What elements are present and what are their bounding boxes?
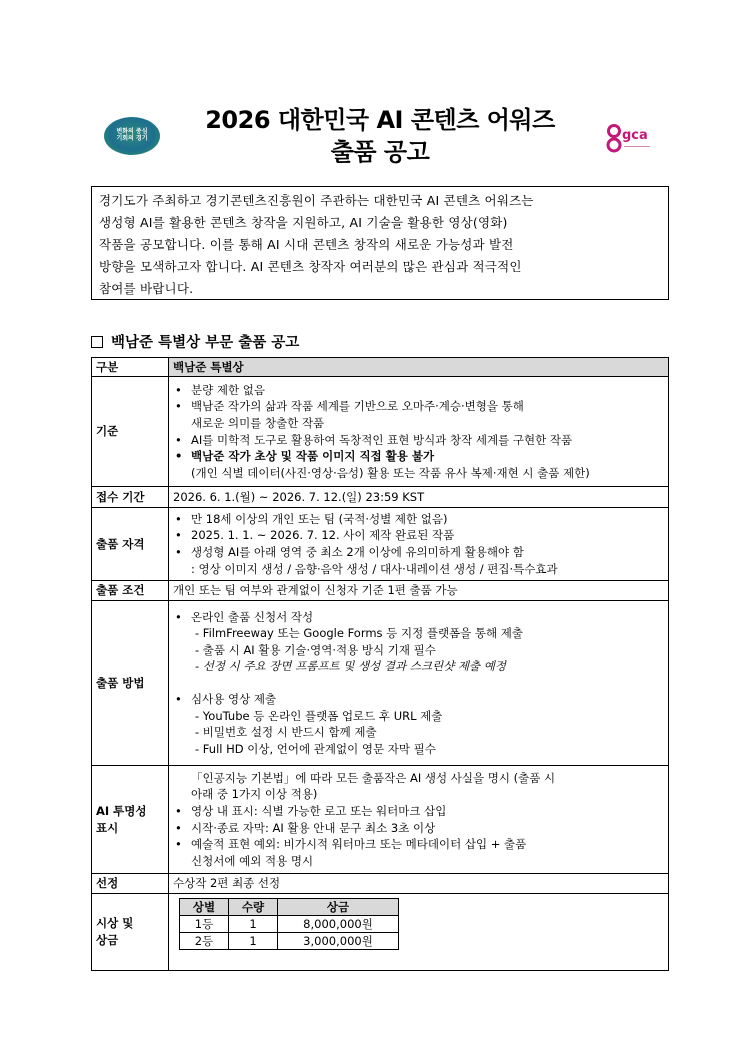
prize-amount: 3,000,000원 [278,933,399,950]
gca-logo [604,120,660,156]
prize-col-header: 상금 [278,899,399,916]
table-row [180,933,399,950]
method-content [169,601,669,766]
prize-amount: 8,000,000원 [278,916,399,933]
section-heading [91,331,299,352]
condition-row [92,581,669,601]
eligibility-note: : 영상 이미지 생성 / 음향·음악 생성 / 대사·내레이션 생성 / 편집·특수효과 [191,561,558,576]
eligibility-content [169,508,669,581]
prize-col-header: 수량 [229,899,278,916]
intro-line: 생성형 AI를 활용한 콘텐츠 창작을 지원하고, AI 기술을 활용한 영상(영화) [99,215,508,230]
prize-count: 1 [229,933,278,950]
table-header-row [92,358,669,377]
period-label: 접수 기간 [92,487,169,508]
prize-col-header: 상별 [180,899,229,916]
criteria-item: • 백남준 작가의 삶과 작품 세계를 기반으로 오마주·계승·변형을 통해 새로운 의미를 창출한 작품 [173,398,664,431]
selection-value: 수상작 2편 최종 선정 [169,874,669,894]
condition-value: 개인 또는 팀 여부와 관계없이 신청자 기준 1편 출품 가능 [169,581,669,601]
transparency-row [92,766,669,874]
title-line-2: 출품 공고 [330,138,430,166]
intro-line: 참여를 바랍니다. [99,281,194,296]
method-detail: - Full HD 이상, 언어에 관계없이 영문 자막 필수 [195,741,436,756]
criteria-label: 기준 [92,377,169,487]
prize-rank: 1등 [180,916,229,933]
logo-left-line2: 기회의 경기 [116,135,148,142]
gca-logo-text: gca [622,128,648,143]
selection-label: 선정 [92,874,169,894]
page-title [160,104,600,168]
logo-left-line1: 변화의 중심 [116,128,148,136]
transparency-intro: 「인공지능 기본법」에 따라 모든 출품작은 AI 생성 사실을 명시 (출품 시 아래 중 1가지 이상 적용) [191,770,556,802]
criteria-content [169,377,669,487]
condition-label: 출품 조건 [92,581,169,601]
eligibility-label: 출품 자격 [92,508,169,581]
section-title: 백남준 특별상 부문 출품 공고 [111,335,300,351]
criteria-item: • 분량 제한 없음 [173,382,664,399]
award-content [169,894,669,971]
method-detail: - 비밀번호 설정 시 반드시 함께 제출 [195,725,377,740]
transparency-item: • 예술적 표현 예외: 비가시적 워터마크 또는 메타데이터 삽입 + 출품 신청서에 예외 적용 명시 [173,836,664,869]
prize-rank: 2등 [180,933,229,950]
method-detail: - 출품 시 AI 활용 기술·영역·적용 방식 기재 필수 [195,642,436,657]
checkbox-icon [91,336,103,348]
method-item: • 온라인 출품 신청서 작성 [173,609,664,626]
criteria-row [92,377,669,487]
gyeonggi-logo [104,117,160,155]
eligibility-item: • 만 18세 이상의 개인 또는 팀 (국적·성별 제한 없음) [173,511,664,528]
transparency-item: • 시작·종료 자막: AI 활용 안내 문구 최소 3초 이상 [173,820,664,837]
title-line-1: 2026 대한민국 AI 콘텐츠 어워즈 [205,106,555,134]
prize-table [179,898,399,950]
intro-line: 작품을 공모합니다. 이를 통해 AI 시대 콘텐츠 창작의 새로운 가능성과 발전 [99,237,514,252]
criteria-note: (개인 식별 데이터(사진·영상·음성) 활용 또는 작품 유사 복제·재현 시 출품 제한) [191,465,590,480]
intro-line: 경기도가 주최하고 경기콘텐츠진흥원이 주관하는 대한민국 AI 콘텐츠 어워즈는 [99,193,534,208]
intro-box [91,186,669,300]
eligibility-item: • 2025. 1. 1. ~ 2026. 7. 12. 사이 제작 완료된 작품 [173,527,664,544]
eligibility-item: • 생성형 AI를 아래 영역 중 최소 2개 이상에 유의미하게 활용해야 함 [173,544,664,561]
prize-count: 1 [229,916,278,933]
method-row [92,601,669,766]
award-row [92,894,669,971]
header-label: 구분 [92,358,169,377]
award-label: 시상 및 상금 [92,894,169,971]
table-row [180,916,399,933]
period-row [92,487,669,508]
period-value: 2026. 6. 1.(월) ~ 2026. 7. 12.(일) 23:59 KST [169,487,669,508]
announcement-table [91,357,669,971]
transparency-item: • 영상 내 표시: 식별 가능한 로고 또는 워터마크 삽입 [173,803,664,820]
intro-line: 방향을 모색하고자 합니다. AI 콘텐츠 창작자 여러분의 많은 관심과 적극적인 [99,259,522,274]
method-detail-italic: - 선정 시 주요 장면 프롬프트 및 생성 결과 스크린샷 제출 예정 [195,659,506,674]
method-detail: - YouTube 등 온라인 플랫폼 업로드 후 URL 제출 [195,708,443,723]
method-label: 출품 방법 [92,601,169,766]
method-item: • 심사용 영상 제출 [173,691,664,708]
method-detail: - FilmFreeway 또는 Google Forms 등 지정 플랫폼을 통해 제출 [195,626,524,641]
header-value: 백남준 특별상 [169,358,669,377]
eligibility-row [92,508,669,581]
transparency-label: AI 투명성 표시 [92,766,169,874]
prize-header-row [180,899,399,916]
selection-row [92,874,669,894]
criteria-item: • AI를 미학적 도구로 활용하여 독창적인 표현 방식과 창작 세계를 구현한 작품 [173,432,664,449]
criteria-item-restriction: • 백남준 작가 초상 및 작품 이미지 직접 활용 불가 [173,448,664,465]
transparency-content [169,766,669,874]
